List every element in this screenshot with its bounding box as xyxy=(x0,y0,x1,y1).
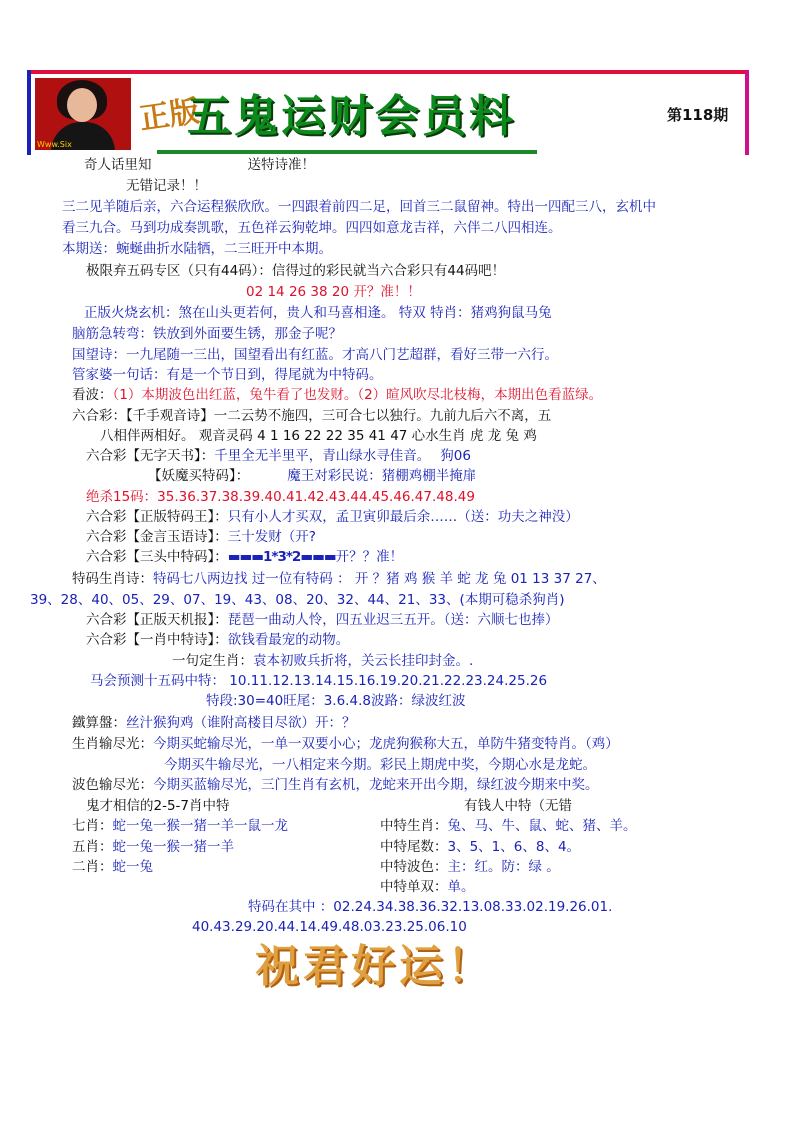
line-03: 三二见羊随后亲，六合运程猴欣欣。一四跟着前四二足，回首三二鼠留神。特出一四配三八，玄机中 xyxy=(62,199,656,215)
line-23: 六合彩【正版天机报】：琵琶一曲动人怜，四五业迟三五开。（送：六顺七也捧） xyxy=(86,612,559,628)
line-31: 波色输尽光：今期买蓝输尽光，三门生肖有玄机，龙蛇来开出今期，绿红波今期来中奖。 xyxy=(72,777,599,793)
line-29: 生肖输尽光：今期买蛇输尽光，一单一双要小心；龙虎狗猴称大五，单防牛猪变特肖。（鸡） xyxy=(72,736,619,752)
line-24: 六合彩【一肖中特诗】：欲钱看最宠的动物。 xyxy=(86,632,350,648)
line-37: 特码在其中 ：02.24.34.38.36.32.13.08.33.02.19.26.01. xyxy=(248,899,613,915)
line-22: 39、28、40、05、29、07、19、43、08、20、32、44、21、33、(本期可稳杀狗肖) xyxy=(30,592,565,608)
line-11: 管家婆一句话：有是一个节日到，得尾就为中特码。 xyxy=(72,367,383,383)
line-20: 六合彩【三头中特码】：▬▬▬1*3*2▬▬▬开？？准！ xyxy=(86,549,404,565)
line-06: 极限弃五码专区（只有44码）：信得过的彩民就当六合彩只有44码吧！ xyxy=(86,263,506,279)
line-10: 国望诗：一九尾随一三出，国望看出有红蓝。才高八门艺超群，看好三带一六行。 xyxy=(72,347,558,363)
line-02: 无错记录！！ xyxy=(126,178,207,194)
line-18: 六合彩【正版特码王】：只有小人才买双，孟卫寅卯最后余……（送：功夫之神没） xyxy=(86,509,579,525)
seal-logo: 正版 xyxy=(137,93,202,137)
line-26: 马会预测十五码中特： 10.11.12.13.14.15.16.19.20.21.22.23.24.25.26 xyxy=(90,673,548,689)
header-top-border xyxy=(27,70,749,74)
line-07: 02 14 26 38 20 开？准！！ xyxy=(246,284,421,300)
line-13: 六合彩：【千手观音诗】一二云势不施四，三可合七以独行。九前九后六不离，五 xyxy=(72,408,552,424)
line-04: 看三九合。马到功成奏凯歌，五色祥云狗乾坤。四四如意龙吉祥，六伴二八四相连。 xyxy=(62,220,562,236)
good-luck-banner: 祝君好运！ xyxy=(255,941,495,992)
line-34b: 中特尾数：3、5、1、6、8、4。 xyxy=(380,839,581,855)
avatar xyxy=(35,78,131,150)
line-09: 脑筋急转弯：铁放到外面要生锈，那金子呢？ xyxy=(72,326,342,342)
line-15: 六合彩【无字天书】：千里全无半里平，青山绿水寻佳音。 狗06 xyxy=(86,448,471,464)
line-33b: 中特生肖：兔、马、牛、鼠、蛇、猪、羊。 xyxy=(380,818,637,834)
line-16: 【妖魔买特码】： 魔王对彩民说：猪棚鸡棚半掩扉 xyxy=(148,468,477,484)
title-underline xyxy=(157,150,537,154)
line-14: 八相伴两相好。 观音灵码 4 1 16 22 22 35 41 47 心水生肖 虎 龙 兔 鸡 xyxy=(100,428,537,444)
line-17: 绝杀15码：35.36.37.38.39.40.41.42.43.44.45.46.47.48.49 xyxy=(86,489,475,505)
avatar-tag: Www.Six xyxy=(37,140,72,149)
line-33a: 七肖：蛇一兔一猴一猪一羊一鼠一龙 xyxy=(72,818,288,834)
line-28: 鐵算盤：丝汁猴狗鸡（谁附高楼目尽欲）开：？ xyxy=(72,715,356,731)
line-01: 奇人话里知 送特诗准！ xyxy=(84,157,315,173)
line-12: 看波：（1）本期波色出红蓝，兔牛看了也发财。（2）暄风吹尽北枝梅，本期出色看蓝绿。 xyxy=(72,387,603,403)
line-19: 六合彩【金言玉语诗】：三十发财（开? xyxy=(86,529,316,545)
line-36: 中特单双：单。 xyxy=(380,879,475,895)
line-30: 今期买牛输尽光，一八相定来今期。彩民上期虎中奖，今期心水是龙蛇。 xyxy=(164,757,596,773)
line-27: 特段:30=40旺尾：3.6.4.8波路：绿波红波 xyxy=(206,693,466,709)
issue-number: 第118期 xyxy=(667,106,729,124)
line-35a: 二肖：蛇一兔 xyxy=(72,859,153,875)
line-35b: 中特波色：主：红。防：绿 。 xyxy=(380,859,560,875)
header-banner xyxy=(27,70,749,155)
line-08: 正版火烧玄机：煞在山头更若何，贵人和马喜相逢。 特双 特肖：猪鸡狗鼠马兔 xyxy=(84,305,552,321)
line-05: 本期送：蜿蜒曲折水陆牺，二三旺开中本期。 xyxy=(62,241,332,257)
header-left-border xyxy=(27,70,31,155)
header-right-border xyxy=(745,70,749,155)
line-25: 一句定生肖：袁本初败兵折将，关云长挂印封金。. xyxy=(172,653,474,669)
line-21: 特码生肖诗：特码七八两边找 过一位有特码 ： 开 ？猪 鸡 猴 羊 蛇 龙 兔 01 13 37 27、 xyxy=(72,571,606,587)
page-title: 五鬼运财会员料 xyxy=(187,91,516,142)
line-32b: 有钱人中特（无错 xyxy=(464,798,572,814)
line-38: 40.43.29.20.44.14.49.48.03.23.25.06.10 xyxy=(192,919,467,935)
line-34a: 五肖：蛇一兔一猴一猪一羊 xyxy=(72,839,234,855)
line-32a: 鬼才相信的2-5-7肖中特 xyxy=(86,798,230,814)
